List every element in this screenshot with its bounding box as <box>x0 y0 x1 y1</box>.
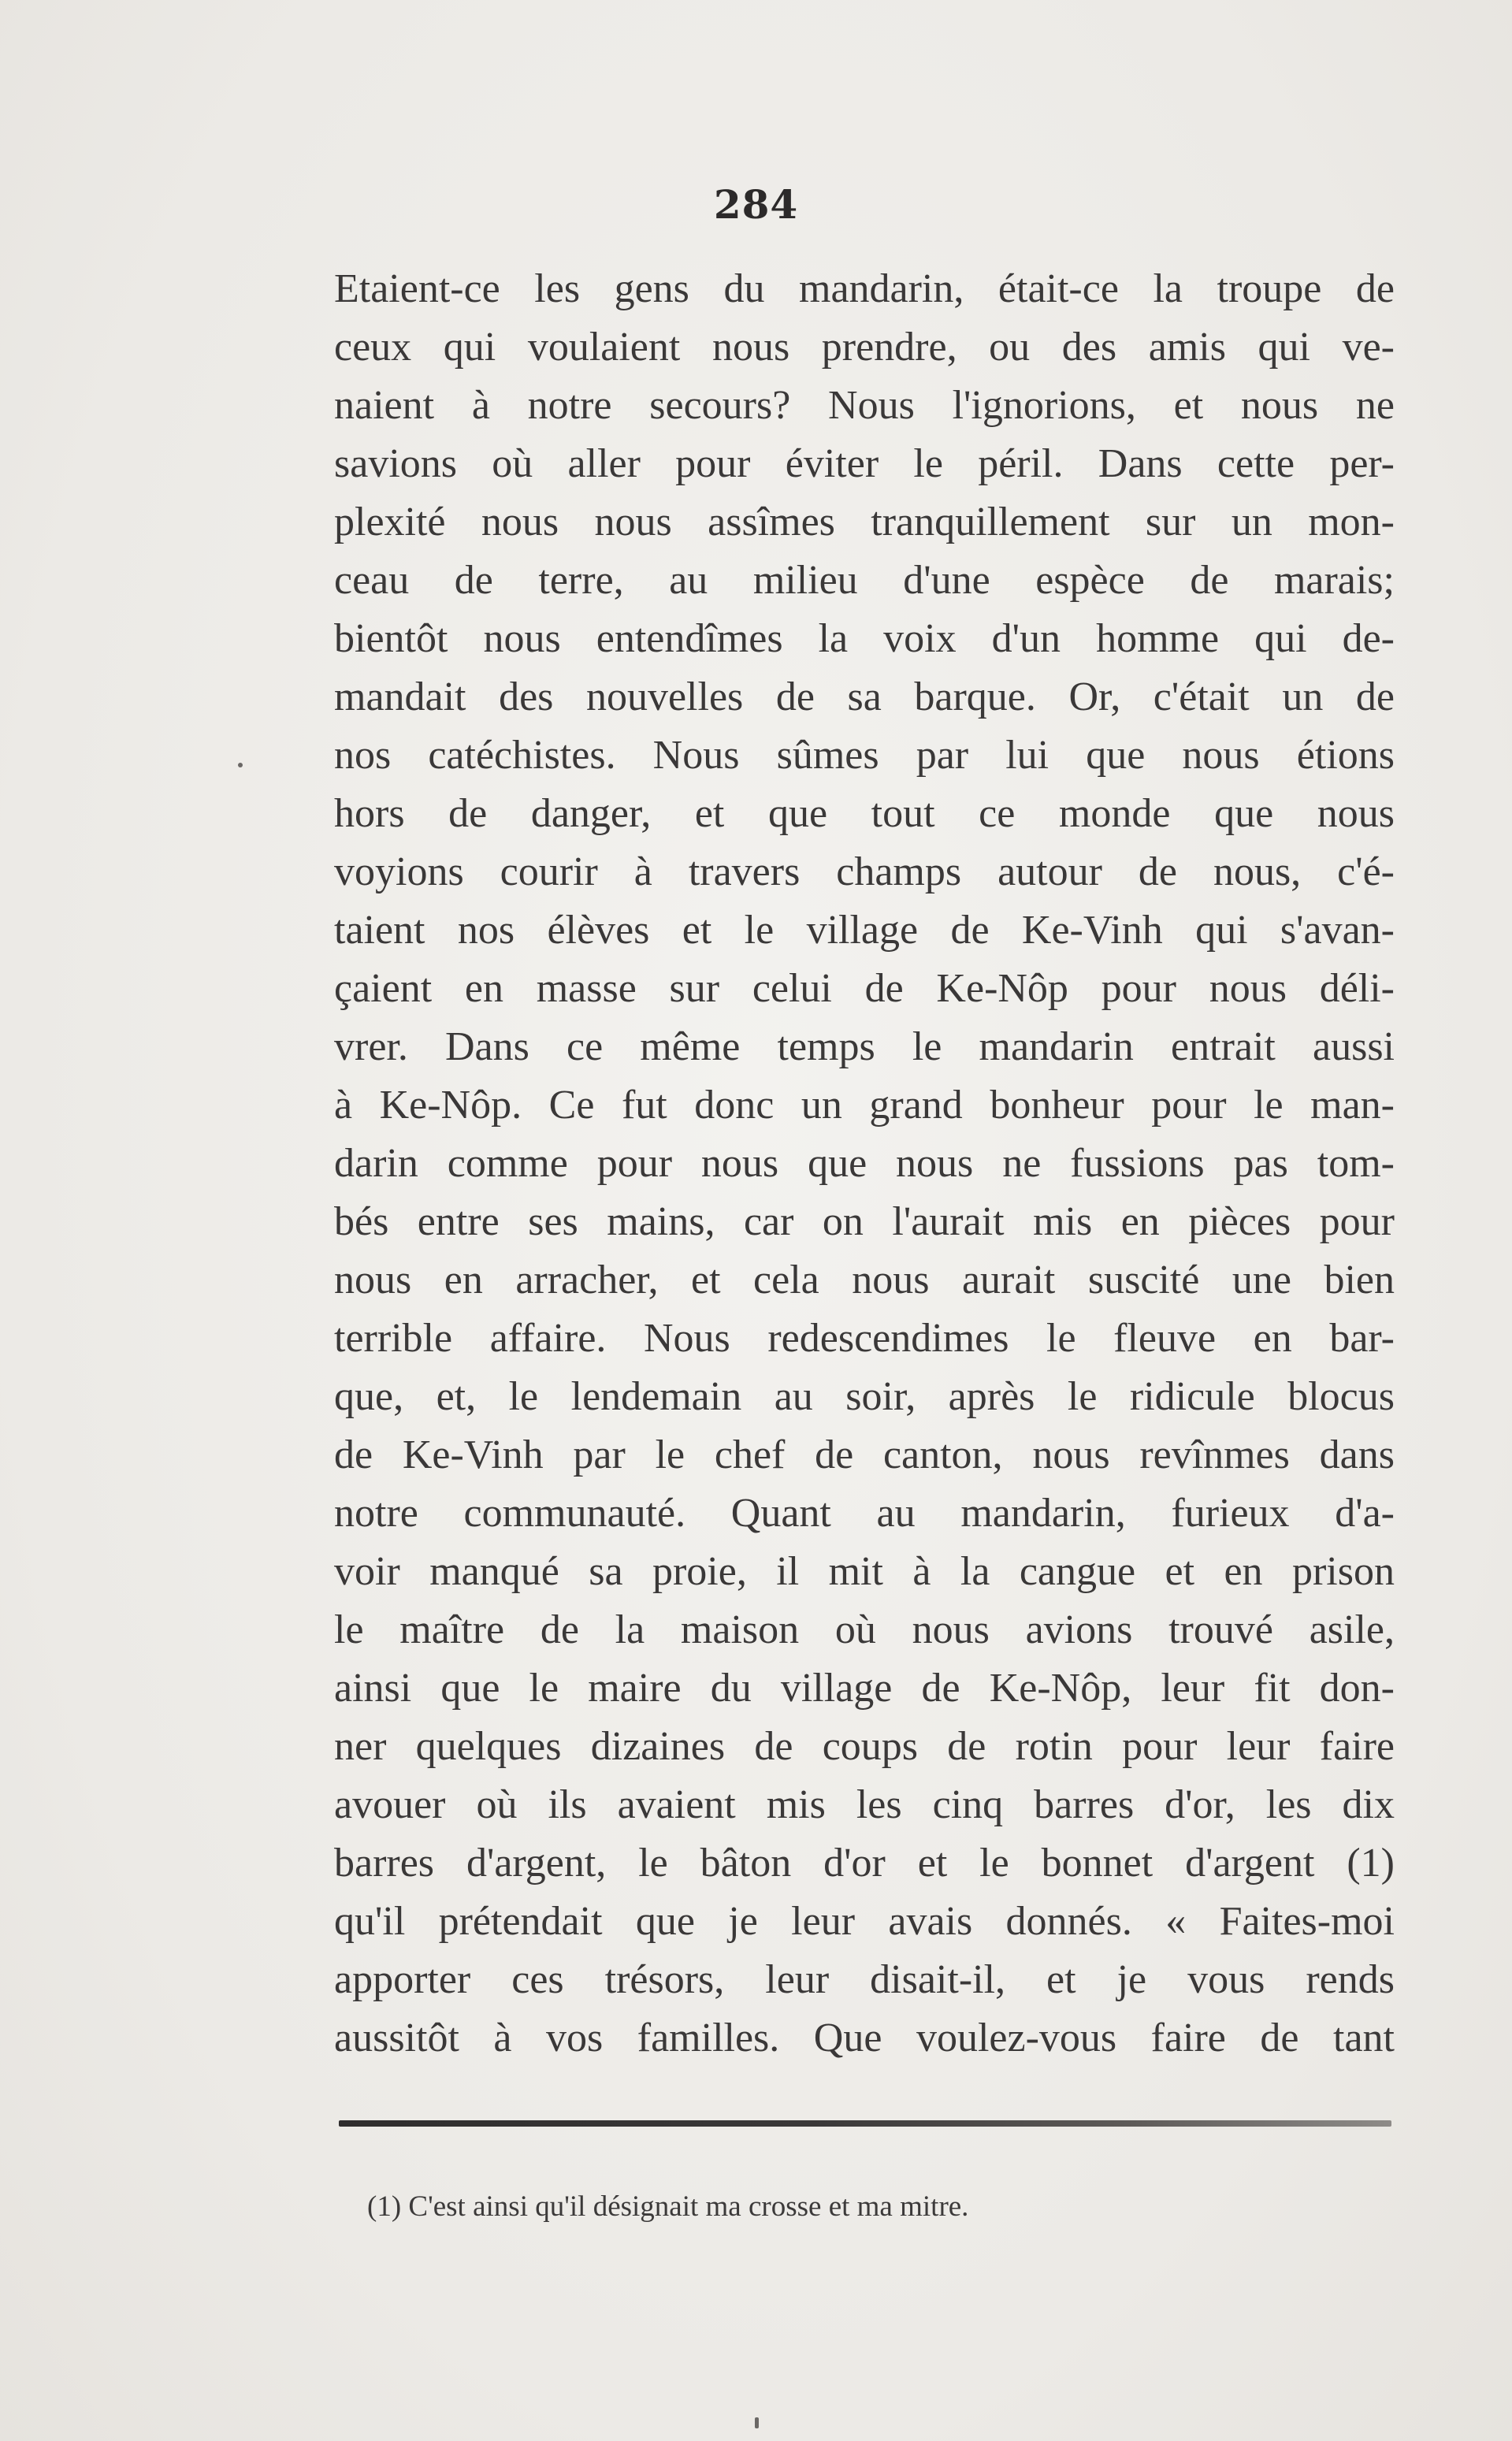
text-line: ner quelques dizaines de coups de rotin pour leur faire <box>334 1724 1395 1769</box>
text-line: taient nos élèves et le village de Ke-Vinh qui s'avan- <box>334 908 1395 953</box>
text-line: savions où aller pour éviter le péril. Dans cette per- <box>334 441 1395 486</box>
footnote-separator-rule <box>339 2120 1391 2127</box>
text-line: voir manqué sa proie, il mit à la cangue et en prison <box>334 1549 1395 1594</box>
text-line: vrer. Dans ce même temps le mandarin entrait aussi <box>334 1024 1395 1069</box>
text-line: nos catéchistes. Nous sûmes par lui que nous étions <box>334 733 1395 778</box>
text-line: terrible affaire. Nous redescendimes le fleuve en bar- <box>334 1316 1395 1361</box>
text-line: bientôt nous entendîmes la voix d'un homme qui de- <box>334 616 1395 661</box>
paper-speck-mark <box>755 2417 759 2428</box>
body-text <box>334 260 1395 2068</box>
text-line: naient à notre secours? Nous l'ignorions, et nous ne <box>334 383 1395 428</box>
text-line: à Ke-Nôp. Ce fut donc un grand bonheur pour le man- <box>334 1083 1395 1128</box>
text-line: voyions courir à travers champs autour de nous, c'é- <box>334 849 1395 894</box>
text-line: mandait des nouvelles de sa barque. Or, c'était un de <box>334 674 1395 719</box>
page-number: 284 <box>713 181 799 228</box>
text-line: qu'il prétendait que je leur avais donnés. « Faites-moi <box>334 1899 1395 1944</box>
text-line: de Ke-Vinh par le chef de canton, nous revînmes dans <box>334 1432 1395 1477</box>
text-line: que, et, le lendemain au soir, après le ridicule blocus <box>334 1374 1395 1419</box>
text-line: plexité nous nous assîmes tranquillement sur un mon- <box>334 500 1395 544</box>
text-line: ainsi que le maire du village de Ke-Nôp, leur fit don- <box>334 1666 1395 1711</box>
text-line: aussitôt à vos familles. Que voulez-vous faire de tant <box>334 2016 1395 2060</box>
text-line: le maître de la maison où nous avions trouvé asile, <box>334 1607 1395 1652</box>
text-line: bés entre ses mains, car on l'aurait mis en pièces pour <box>334 1199 1395 1244</box>
text-line: barres d'argent, le bâton d'or et le bonnet d'argent (1) <box>334 1841 1395 1886</box>
text-line: notre communauté. Quant au mandarin, furieux d'a- <box>334 1491 1395 1536</box>
text-line: hors de danger, et que tout ce monde que nous <box>334 791 1395 836</box>
text-line: darin comme pour nous que nous ne fussions pas tom- <box>334 1141 1395 1186</box>
paper-speck-mark <box>238 763 243 767</box>
text-line: ceau de terre, au milieu d'une espèce de marais; <box>334 558 1395 603</box>
text-line: avouer où ils avaient mis les cinq barres d'or, les dix <box>334 1782 1395 1827</box>
footnote: (1) C'est ainsi qu'il désignait ma crosse et ma mitre. <box>367 2190 969 2223</box>
text-line: ceux qui voulaient nous prendre, ou des amis qui ve- <box>334 325 1395 370</box>
text-line: çaient en masse sur celui de Ke-Nôp pour nous déli- <box>334 966 1395 1011</box>
text-line: nous en arracher, et cela nous aurait suscité une bien <box>334 1258 1395 1302</box>
text-line: Etaient-ce les gens du mandarin, était-ce la troupe de <box>334 266 1395 311</box>
text-line: apporter ces trésors, leur disait-il, et je vous rends <box>334 1957 1395 2002</box>
